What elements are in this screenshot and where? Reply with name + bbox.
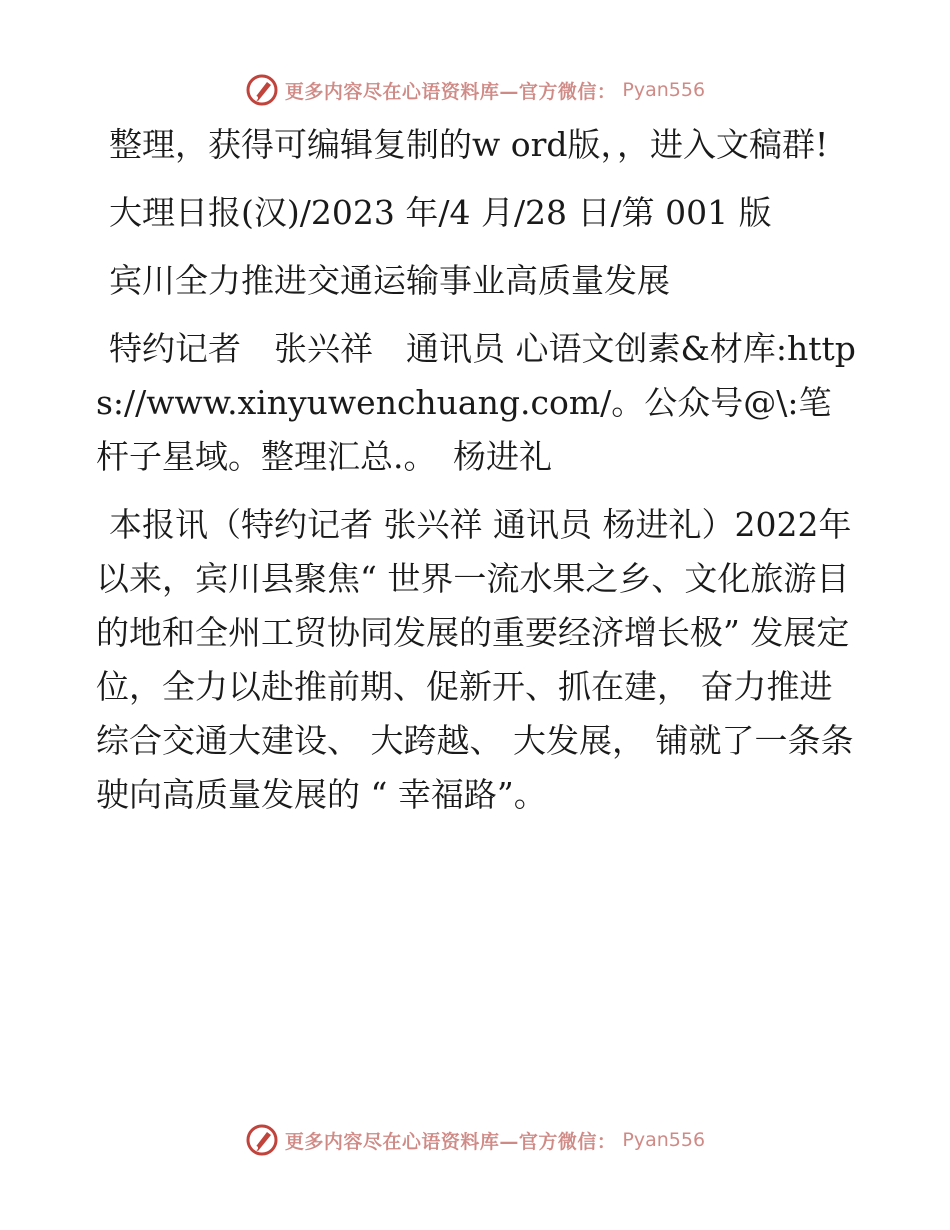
article-body: 本报讯（特约记者 张兴祥 通讯员 杨进礼）2022年以来，宾川县聚焦“ 世界一流水果之乡、文化旅游目的地和全州工贸协同发展的重要经济增长极” 发展定位，全力以赴推前期、促新开、抓在建， 奋力推进综合交通大建设、 大跨越、 大发展， 铺就了一条条驶向高质量发展的 “ 幸福路”。 (96, 505, 854, 814)
watermark-text: 更多内容尽在心语资料库—官方微信： (284, 1130, 617, 1153)
intro-paragraph: 整理，获得可编辑复制的w ord版，，进入文稿群! (109, 125, 829, 164)
watermark-account: Pyan556 (622, 1129, 706, 1151)
header-watermark (0, 70, 950, 110)
document-body (96, 118, 856, 836)
byline: 特约记者 张兴祥 通讯员 心语文创素&材库:https://www.xinyuwenchuang.com/。公众号@\:笔杆子星域。整理汇总.。 杨进礼 (96, 329, 856, 476)
footer-watermark (0, 1120, 950, 1160)
pen-logo-icon (245, 73, 279, 107)
source-line: 大理日报(汉)/2023 年/4 月/28 日/第 001 版 (109, 193, 772, 232)
watermark-account: Pyan556 (622, 79, 706, 101)
article-title: 宾川全力推进交通运输事业高质量发展 (109, 261, 670, 300)
pen-logo-icon (245, 1123, 279, 1157)
watermark-text: 更多内容尽在心语资料库—官方微信： (284, 80, 617, 103)
